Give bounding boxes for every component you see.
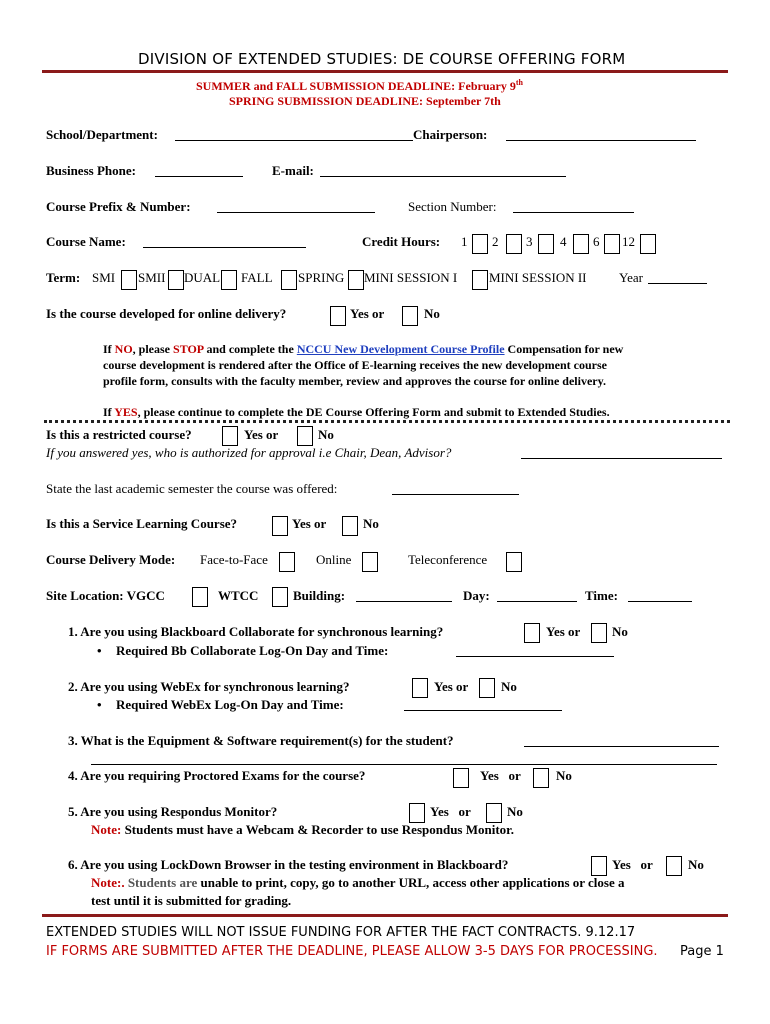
- credit-12-checkbox[interactable]: [640, 234, 656, 254]
- q2-logon-field[interactable]: [404, 698, 562, 711]
- delivery-f2f-checkbox[interactable]: [279, 552, 295, 572]
- day-label: Day:: [463, 588, 490, 603]
- phone-field[interactable]: [155, 164, 243, 177]
- service-yes-checkbox[interactable]: [272, 516, 288, 536]
- q5-yes-checkbox[interactable]: [409, 803, 425, 823]
- chair-label: Chairperson:: [413, 127, 488, 142]
- q1-text: 1. Are you using Blackboard Collaborate for synchronous learning?: [68, 624, 444, 639]
- phone-label: Business Phone:: [46, 163, 136, 178]
- q6-yes-label: Yes or: [612, 857, 653, 872]
- year-field[interactable]: [648, 271, 707, 284]
- q6-note: Note:. Students are unable to print, copy, go to another URL, access other applications or close a: [91, 875, 625, 890]
- credit-2-label: 2: [492, 234, 499, 249]
- q2-no-label: No: [501, 679, 517, 694]
- online-yes-label: Yes or: [350, 306, 385, 321]
- q4-yes-label: Yes or: [480, 768, 521, 783]
- coursename-field[interactable]: [143, 235, 306, 248]
- site-wtcc-checkbox[interactable]: [272, 587, 288, 607]
- if-no-line3: profile form, consults with the faculty member, review and approves the course for online delivery.: [103, 374, 606, 388]
- term-fall-label: FALL: [241, 270, 273, 285]
- term-mini2-label: MINI SESSION II: [489, 270, 587, 285]
- online-no-checkbox[interactable]: [402, 306, 418, 326]
- last-semester-label: State the last academic semester the course was offered:: [46, 481, 338, 496]
- restricted-yes-checkbox[interactable]: [222, 426, 238, 446]
- q3-text: 3. What is the Equipment & Software requirement(s) for the student?: [68, 733, 454, 748]
- delivery-online-checkbox[interactable]: [362, 552, 378, 572]
- delivery-online-label: Online: [316, 552, 352, 567]
- prefix-field[interactable]: [217, 200, 375, 213]
- service-question: Is this a Service Learning Course?: [46, 516, 238, 531]
- email-label: E-mail:: [272, 163, 314, 178]
- q2-yes-label: Yes or: [434, 679, 469, 694]
- q2-text: 2. Are you using WebEx for synchronous learning?: [68, 679, 350, 694]
- online-question: Is the course developed for online delivery?: [46, 306, 287, 321]
- form-title: DIVISION OF EXTENDED STUDIES: DE COURSE OFFERING FORM: [138, 50, 626, 68]
- section-label: Section Number:: [408, 199, 497, 214]
- term-dual-label: DUAL: [184, 270, 221, 285]
- restricted-authorized-field[interactable]: [521, 446, 722, 459]
- footer-funding: EXTENDED STUDIES WILL NOT ISSUE FUNDING FOR AFTER THE FACT CONTRACTS. 9.12.17: [46, 925, 636, 940]
- deadline-summer-fall: SUMMER and FALL SUBMISSION DEADLINE: February 9th: [196, 78, 523, 93]
- q6-note-line2: test until it is submitted for grading.: [91, 893, 292, 908]
- email-field[interactable]: [320, 164, 566, 177]
- service-yes-label: Yes or: [292, 516, 327, 531]
- q6-yes-checkbox[interactable]: [591, 856, 607, 876]
- online-yes-checkbox[interactable]: [330, 306, 346, 326]
- q1-yes-checkbox[interactable]: [524, 623, 540, 643]
- q2-yes-checkbox[interactable]: [412, 678, 428, 698]
- school-label: School/Department:: [46, 127, 158, 142]
- year-label: Year: [619, 270, 643, 285]
- term-fall-checkbox[interactable]: [281, 270, 297, 290]
- last-semester-field[interactable]: [392, 482, 519, 495]
- credit-4-checkbox[interactable]: [573, 234, 589, 254]
- q1-yes-label: Yes or: [546, 624, 581, 639]
- q5-note: Note: Students must have a Webcam & Recorder to use Respondus Monitor.: [91, 822, 514, 837]
- credit-1-label: 1: [461, 234, 468, 249]
- q1-no-checkbox[interactable]: [591, 623, 607, 643]
- restricted-followup: If you answered yes, who is authorized for approval i.e Chair, Dean, Advisor?: [46, 445, 452, 460]
- credit-12-label: 12: [622, 234, 635, 249]
- term-smi-checkbox[interactable]: [121, 270, 137, 290]
- term-smii-checkbox[interactable]: [168, 270, 184, 290]
- q1-bullet: • Required Bb Collaborate Log-On Day and Time:: [97, 643, 389, 658]
- footer-processing: IF FORMS ARE SUBMITTED AFTER THE DEADLINE, PLEASE ALLOW 3-5 DAYS FOR PROCESSING.: [46, 944, 658, 959]
- term-smii-label: SMII: [138, 270, 166, 285]
- online-no-label: No: [424, 306, 440, 321]
- restricted-question: Is this a restricted course?: [46, 427, 192, 442]
- chair-field[interactable]: [506, 128, 696, 141]
- q4-text: 4. Are you requiring Proctored Exams for the course?: [68, 768, 366, 783]
- credit-2-checkbox[interactable]: [506, 234, 522, 254]
- delivery-tele-label: Teleconference: [408, 552, 488, 567]
- deadline-spring: SPRING SUBMISSION DEADLINE: September 7th: [229, 94, 501, 108]
- section-divider: [44, 420, 730, 423]
- credit-label: Credit Hours:: [362, 234, 441, 249]
- credit-6-label: 6: [593, 234, 600, 249]
- site-vgcc-checkbox[interactable]: [192, 587, 208, 607]
- time-label: Time:: [585, 588, 618, 603]
- delivery-label: Course Delivery Mode:: [46, 552, 176, 567]
- footer-rule: [42, 914, 728, 917]
- q6-no-checkbox[interactable]: [666, 856, 682, 876]
- course-profile-link[interactable]: NCCU New Development Course Profile: [296, 342, 505, 356]
- restricted-no-checkbox[interactable]: [297, 426, 313, 446]
- if-no-line2: course development is rendered after the Office of E-learning receives the new development course: [103, 358, 607, 372]
- q2-bullet: • Required WebEx Log-On Day and Time:: [97, 697, 344, 712]
- q4-yes-checkbox[interactable]: [453, 768, 469, 788]
- term-spring-label: SPRING: [298, 270, 345, 285]
- q3-field[interactable]: [524, 734, 719, 747]
- credit-1-checkbox[interactable]: [472, 234, 488, 254]
- credit-6-checkbox[interactable]: [604, 234, 620, 254]
- coursename-label: Course Name:: [46, 234, 126, 249]
- prefix-label: Course Prefix & Number:: [46, 199, 191, 214]
- q4-no-checkbox[interactable]: [533, 768, 549, 788]
- section-field[interactable]: [513, 200, 634, 213]
- page-number: Page 1: [680, 944, 724, 959]
- term-dual-checkbox[interactable]: [221, 270, 237, 290]
- q6-no-label: No: [688, 857, 704, 872]
- q4-no-label: No: [556, 768, 572, 783]
- site-wtcc-label: WTCC: [218, 588, 259, 603]
- building-label: Building:: [293, 588, 346, 603]
- service-no-checkbox[interactable]: [342, 516, 358, 536]
- delivery-f2f-label: Face-to-Face: [200, 552, 268, 567]
- term-mini1-label: MINI SESSION I: [364, 270, 458, 285]
- credit-4-label: 4: [560, 234, 567, 249]
- day-field[interactable]: [497, 589, 577, 602]
- if-yes-line: If YES, please continue to complete the DE Course Offering Form and submit to Extended Studies.: [103, 405, 610, 419]
- term-mini1-checkbox[interactable]: [472, 270, 488, 290]
- header-rule: [42, 70, 728, 73]
- credit-3-checkbox[interactable]: [538, 234, 554, 254]
- q6-text: 6. Are you using LockDown Browser in the testing environment in Blackboard?: [68, 857, 509, 872]
- term-smi-label: SMI: [92, 270, 116, 285]
- if-no-line1: If NO, please STOP and complete the NCCU New Development Course Profile Compensation for new: [103, 342, 624, 356]
- restricted-no-label: No: [318, 427, 334, 442]
- building-field[interactable]: [356, 589, 452, 602]
- site-label: Site Location: VGCC: [46, 588, 165, 603]
- time-field[interactable]: [628, 589, 692, 602]
- service-no-label: No: [363, 516, 379, 531]
- q2-no-checkbox[interactable]: [479, 678, 495, 698]
- restricted-yes-label: Yes or: [244, 427, 279, 442]
- q5-no-checkbox[interactable]: [486, 803, 502, 823]
- credit-3-label: 3: [526, 234, 533, 249]
- delivery-tele-checkbox[interactable]: [506, 552, 522, 572]
- school-field[interactable]: [175, 128, 413, 141]
- q1-logon-field[interactable]: [456, 644, 614, 657]
- term-label: Term:: [46, 270, 81, 285]
- q1-no-label: No: [612, 624, 628, 639]
- q5-no-label: No: [507, 804, 523, 819]
- term-spring-checkbox[interactable]: [348, 270, 364, 290]
- q5-text: 5. Are you using Respondus Monitor?: [68, 804, 278, 819]
- q3-field-line2[interactable]: [91, 764, 717, 765]
- q5-yes-label: Yes or: [430, 804, 471, 819]
